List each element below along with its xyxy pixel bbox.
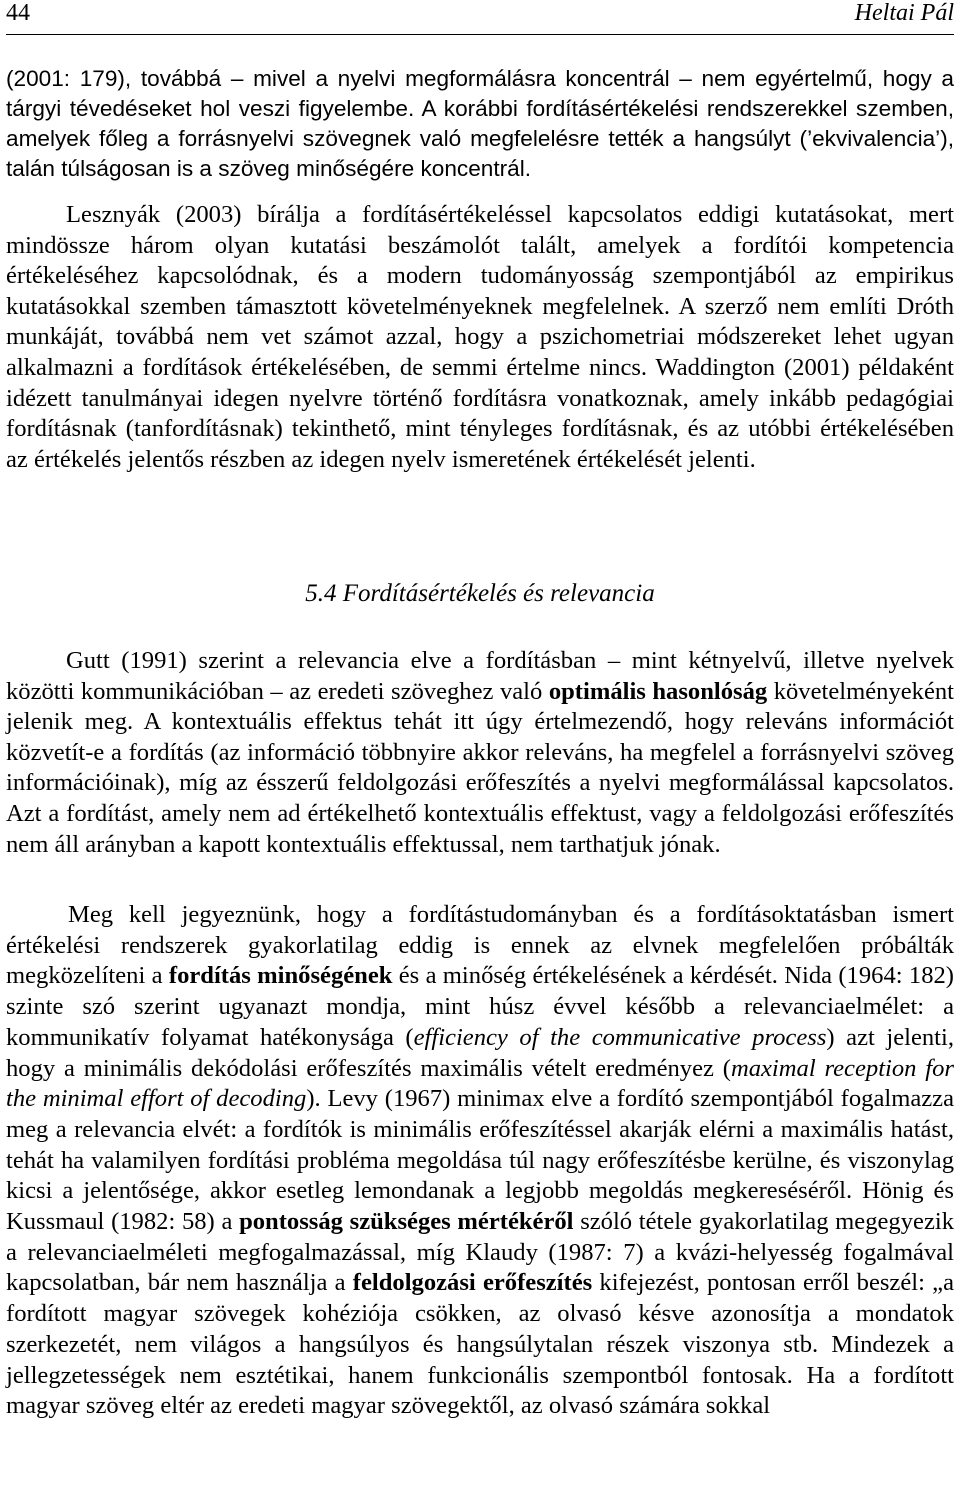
- paragraph-3: [6, 646, 954, 860]
- italic-phrase: maximal reception for the minimal effort of decoding: [6, 1054, 954, 1113]
- text-run: Gutt (1991) szerint a relevancia elve a fordításban – mint kétnyelvű, illetve nyelvek közötti kommunikációban – az eredeti szöveghez való: [6, 647, 954, 705]
- text-run: ). Levy (1967) minimax elve a fordító szempontjából fogalmazza meg a relevancia elvét: a fordítók is minimális erőfeszítéssel akarják elérni a maximális hatást, tehát ha valamilyen fordítási probléma megoldása túl nagy erőfeszítésbe kerülne, és viszonylag kicsi a jelentősége, akkor esetleg lemondanak a legjobb megoldás megkereséséről. Hönig és Kussmaul (1982: 58) a: [6, 1085, 954, 1236]
- bold-term: fordítás minőségének: [168, 962, 393, 990]
- text-run: kifejezést, pontosan erről beszél: „a fordított magyar szövegek kohéziója csökken, az olvasó késve azonosítja a mondatok szerkezetét, nem világos a hangsúlyos és hangsúlytalan részek viszonya stb. Mindezek a jellegzetességek nem esztétikai, hanem funkcionális szempontból fontosak. Ha a fordított magyar szöveg eltér az eredeti magyar szövegektől, az olvasó számára sokkal: [6, 1269, 954, 1420]
- paragraph-2: Lesznyák (2003) bírálja a fordításértékeléssel kapcsolatos eddigi kutatásokat, mert mindössze három olyan kutatási beszámolót talált, amelyek a fordítói kompetencia értékeléséhez kapcsolódnak, és a modern tudományosság szempontjából az empirikus kutatásokkal szemben támasztott követelményeknek megfelelnek. A szerző nem említi Dróth munkáját, továbbá nem vet számot azzal, hogy a pszichometriai módszereket lehet ugyan alkalmazni a fordítások értékelésében, de semmi értelme nincs. Waddington (2001) példaként idézett tanulmányai idegen nyelvre történő fordításra vonatkoznak, amely inkább pedagógiai fordításnak (tanfordításnak) tekinthető, mint tényleges fordításnak, és az utóbbi értékelésében az értékelés jelentős részben az idegen nyelv ismeretének értékelését jelenti.: [6, 201, 954, 473]
- italic-phrase: efficiency of the communicative process: [413, 1023, 827, 1051]
- running-head: Heltai Pál: [854, 0, 954, 26]
- bold-term: feldolgozási erőfeszítés: [352, 1269, 593, 1297]
- text-run: ) azt jelenti, hogy a minimális dekódolási erőfeszítés maximális vételt eredményez (: [6, 1023, 954, 1082]
- paragraph-4: [6, 900, 954, 1422]
- page-number: 44: [6, 0, 30, 26]
- text-run: szóló tétele gyakorlatilag megegyezik a relevanciaelméleti megfogalmazással, míg Klaudy (1987: 7) a kvázi-helyesség fogalmával kapcsolatban, bár nem használja a: [6, 1208, 954, 1297]
- bold-term: pontosság szükséges mértékéről: [239, 1208, 574, 1236]
- text-run: követelményeként jelenik meg. A kontextuális effektus tehát itt úgy értelmezendő, hogy releváns információt közvetít-e a fordítás (az információ többnyire akkor releváns, ha megfelel a forrásnyelvi szöveg információinak), míg az ésszerű feldolgozási erőfeszítés a nyelvi megformálással kapcsolatos. Azt a fordítást, amely nem ad értékelhető kontextuális effektust, vagy a feldolgozási erőfeszítés nem áll arányban a kapott kontextuális effektussal, nem tarthatjuk jónak.: [6, 677, 954, 858]
- text-run: Meg kell jegyeznünk, hogy a fordítástudományban és a fordításoktatásban ismert értékelési rendszerek gyakorlatilag eddig is ennek az elvnek megfelelően próbálták megközelíteni a: [6, 901, 954, 990]
- text-run: és a minőség értékelésének a kérdését. Nida (1964: 182) szinte szó szerint ugyanazt mondja, mint húsz évvel később a relevanciaelmélet: a kommunikatív folyamat hatékonysága (: [6, 962, 954, 1051]
- paragraph-1: (2001: 179), továbbá – mivel a nyelvi megformálásra koncentrál – nem egyértelmű, hogy a tárgyi tévedéseket hol veszi figyelembe. A korábbi fordításértékelési rendszerekkel szemben, amelyek főleg a forrásnyelvi szövegnek való megfelelésre tették a hangsúlyt (’ekvivalencia’), talán túlságosan is a szöveg minőségére koncentrál.: [6, 66, 954, 182]
- page-header: [6, 0, 954, 35]
- bold-term: optimális hasonlóság: [548, 677, 768, 705]
- section-heading: 5.4 Fordításértékelés és relevancia: [305, 580, 655, 607]
